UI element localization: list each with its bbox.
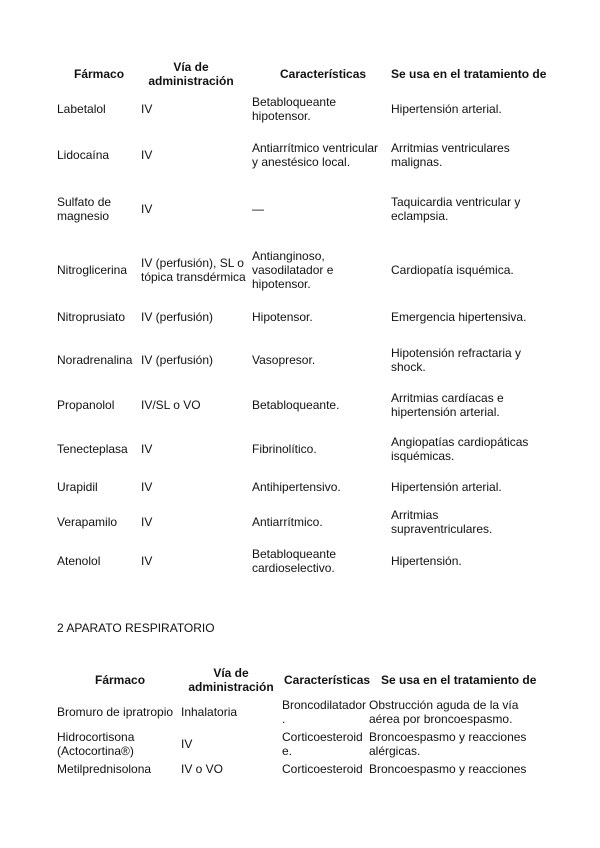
cell-line: shock.	[391, 360, 426, 374]
cell-line: Fibrinolítico.	[252, 442, 317, 456]
cell-uso	[391, 346, 521, 374]
cell-caracteristicas	[252, 547, 336, 575]
t1-header-farmaco: Fármaco	[74, 67, 125, 81]
cell-line: Cardiopatía isquémica.	[391, 263, 514, 277]
cell-uso	[369, 730, 526, 758]
cell-line: Arritmias	[391, 508, 439, 522]
cell-line: Inhalatoria	[181, 705, 238, 719]
cell-line: hipotensor.	[252, 277, 311, 291]
cell-line: Tenecteplasa	[57, 442, 128, 456]
cell-uso	[391, 435, 528, 463]
cell-via	[141, 310, 213, 324]
cell-line: Lidocaína	[57, 148, 110, 162]
cell-via	[141, 202, 152, 216]
cell-line: Antianginoso,	[252, 249, 325, 263]
cell-farmaco	[57, 705, 173, 719]
cell-farmaco	[57, 148, 109, 162]
cell-line: Corticoesteroid	[282, 730, 363, 744]
t1-header-via	[140, 60, 242, 88]
cell-caracteristicas	[282, 730, 363, 758]
cell-line: Noradrenalina	[57, 353, 133, 367]
cell-line: y anestésico local.	[252, 155, 351, 169]
t1-header-uso: Se usa en el tratamiento de	[391, 67, 547, 81]
cell-uso	[391, 310, 526, 324]
cell-line: eclampsia.	[391, 209, 449, 223]
cell-line: Labetalol	[57, 102, 106, 116]
cell-caracteristicas	[282, 698, 366, 726]
cell-line: Taquicardia ventricular y	[391, 195, 521, 209]
cell-line: Betabloqueante	[252, 547, 337, 561]
cell-caracteristicas	[252, 515, 323, 529]
cell-line: Bromuro de ipratropio	[57, 705, 174, 719]
cell-line: Broncoespasmo y reacciones	[369, 762, 527, 776]
cell-farmaco	[57, 515, 117, 529]
cell-line: (Actocortina®)	[57, 744, 134, 758]
cell-line: isquémicas.	[391, 449, 455, 463]
cell-caracteristicas	[252, 141, 378, 169]
cell-via	[181, 737, 192, 751]
cell-line: Arritmias cardíacas e	[391, 391, 504, 405]
cell-line: Antiarrítmico ventricular	[252, 141, 379, 155]
cell-uso	[391, 508, 492, 536]
cell-line: hipertensión arterial.	[391, 405, 500, 419]
cell-line: IV	[141, 102, 153, 116]
section-title: 2 APARATO RESPIRATORIO	[57, 621, 215, 635]
cell-farmaco	[57, 398, 114, 412]
cell-caracteristicas	[252, 480, 341, 494]
cell-caracteristicas	[252, 442, 317, 456]
cell-line: Antiarrítmico.	[252, 515, 323, 529]
cell-line: Broncoespasmo y reacciones	[369, 730, 527, 744]
cell-caracteristicas	[252, 353, 315, 367]
cell-caracteristicas	[282, 762, 363, 776]
cell-line: cardioselectivo.	[252, 561, 335, 575]
cell-farmaco	[57, 762, 151, 776]
cell-line: IV/SL o VO	[141, 398, 201, 412]
cell-caracteristicas	[252, 310, 313, 324]
cell-via	[141, 102, 152, 116]
cell-via	[181, 705, 237, 719]
cell-caracteristicas	[252, 249, 333, 291]
cell-line: Hipertensión.	[391, 554, 462, 568]
cell-uso	[391, 102, 502, 116]
cell-farmaco	[57, 310, 125, 324]
cell-line: hipotensor.	[252, 109, 311, 123]
cell-line: Verapamilo	[57, 515, 118, 529]
cell-line: aérea por broncoespasmo.	[369, 712, 513, 726]
cell-line: Corticoesteroid	[282, 762, 363, 776]
cell-line: Angiopatías cardiopáticas	[391, 435, 529, 449]
cell-line: magnesio	[57, 209, 110, 223]
cell-uso	[369, 698, 518, 726]
cell-line: malignas.	[391, 155, 443, 169]
cell-uso	[391, 263, 514, 277]
cell-via	[181, 762, 223, 776]
cell-line: IV o VO	[181, 762, 224, 776]
cell-line: Atenolol	[57, 554, 101, 568]
cell-farmaco	[57, 195, 111, 223]
t2-header-via-l2: administración	[188, 680, 274, 694]
cell-farmaco	[57, 353, 132, 367]
cell-farmaco	[57, 442, 128, 456]
cell-line: Hidrocortisona	[57, 730, 135, 744]
t1-header-caracteristicas: Características	[280, 67, 367, 81]
cell-line: IV (perfusión)	[141, 310, 214, 324]
cell-via	[141, 515, 152, 529]
cell-line: Arritmias ventriculares	[391, 141, 510, 155]
cell-line: e.	[282, 744, 293, 758]
cell-line: Betabloqueante	[252, 95, 337, 109]
cell-uso	[391, 554, 462, 568]
cell-farmaco	[57, 480, 98, 494]
cell-line: Betabloqueante.	[252, 398, 340, 412]
cell-via	[141, 353, 213, 367]
cell-line: IV (perfusión), SL o	[141, 256, 244, 270]
cell-line: IV (perfusión)	[141, 353, 214, 367]
cell-line: Urapidil	[57, 480, 98, 494]
cell-farmaco	[57, 730, 134, 758]
cell-line: alérgicas.	[369, 744, 421, 758]
cell-line: IV	[141, 480, 153, 494]
cell-via	[141, 554, 152, 568]
cell-line: IV	[141, 148, 153, 162]
cell-uso	[391, 195, 520, 223]
cell-line: Vasopresor.	[252, 353, 316, 367]
cell-via	[141, 480, 152, 494]
cell-line: Hipertensión arterial.	[391, 102, 502, 116]
cell-line: Hipotensión refractaria y	[391, 346, 522, 360]
cell-farmaco	[57, 263, 127, 277]
cell-caracteristicas	[252, 95, 336, 123]
cell-line: Nitroprusiato	[57, 310, 126, 324]
cell-line: Sulfato de	[57, 195, 112, 209]
cell-via	[141, 256, 246, 284]
cell-uso	[391, 141, 510, 169]
cell-uso	[369, 762, 526, 776]
cell-line: Hipotensor.	[252, 310, 313, 324]
cell-line: Obstrucción aguda de la vía	[369, 698, 519, 712]
cell-line: .	[282, 712, 286, 726]
cell-line: IV	[181, 737, 193, 751]
cell-farmaco	[57, 554, 100, 568]
cell-line: IV	[141, 442, 153, 456]
cell-via	[141, 148, 152, 162]
t2-header-via	[180, 666, 282, 694]
cell-line: —	[252, 202, 264, 216]
cell-line: supraventriculares.	[391, 522, 493, 536]
cell-uso	[391, 391, 504, 419]
t2-header-uso: Se usa en el tratamiento de	[381, 673, 537, 687]
cell-line: Broncodilatador	[282, 698, 367, 712]
t2-header-caracteristicas: Características	[284, 673, 371, 687]
cell-line: IV	[141, 554, 153, 568]
t2-header-via-l1: Vía de	[213, 666, 249, 680]
cell-line: vasodilatador e	[252, 263, 334, 277]
cell-via	[141, 442, 152, 456]
cell-line: Propanolol	[57, 398, 115, 412]
cell-line: Metilprednisolona	[57, 762, 152, 776]
cell-caracteristicas	[252, 398, 339, 412]
t1-header-via-l1: Vía de	[173, 60, 209, 74]
cell-line: Antihipertensivo.	[252, 480, 341, 494]
cell-farmaco	[57, 102, 106, 116]
cell-line: Nitroglicerina	[57, 263, 128, 277]
cell-line: Hipertensión arterial.	[391, 480, 502, 494]
t2-header-farmaco: Fármaco	[95, 673, 146, 687]
cell-line: IV	[141, 202, 153, 216]
cell-line: Emergencia hipertensiva.	[391, 310, 527, 324]
cell-caracteristicas	[252, 202, 264, 216]
cell-uso	[391, 480, 502, 494]
cell-line: IV	[141, 515, 153, 529]
t1-header-via-l2: administración	[148, 74, 234, 88]
cell-line: tópica transdérmica	[141, 270, 246, 284]
cell-via	[141, 398, 201, 412]
